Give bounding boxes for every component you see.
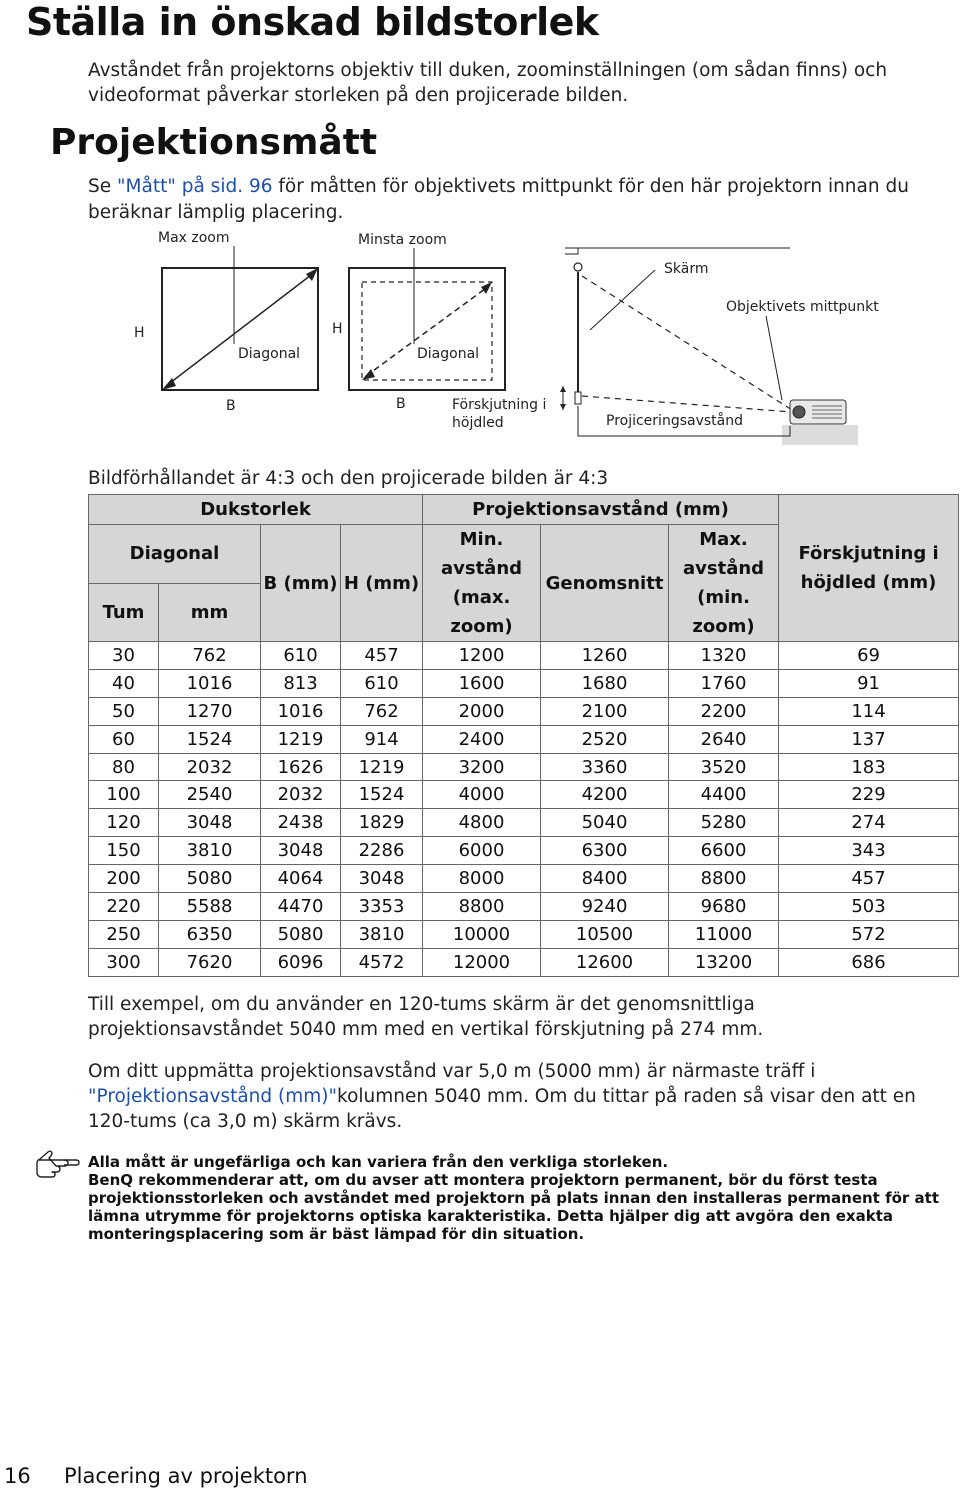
table-cell: 503 [779,893,959,921]
table-cell: 6096 [261,948,341,976]
table-cell: 7620 [159,948,261,976]
table-cell: 3200 [423,753,541,781]
diagonal-label-left: Diagonal [238,346,301,362]
table-cell: 762 [341,697,423,725]
pointing-hand-icon [34,1148,80,1178]
table-cell: 1524 [341,781,423,809]
table-row [89,837,959,865]
arrow-head [306,268,318,281]
height-label-right: H [332,321,343,337]
beam-lower [582,396,792,412]
table-cell: 6600 [669,837,779,865]
table-cell: 4470 [261,893,341,921]
table-cell: 2640 [669,725,779,753]
table-cell: 12000 [423,948,541,976]
header-diagonal: Diagonal [89,525,261,584]
table-row [89,948,959,976]
table-cell: 6000 [423,837,541,865]
table-cell: 2520 [541,725,669,753]
header-mm: mm [159,583,261,642]
reference-text-post: för måtten för objektivets mittpunkt för den här projektorn innan du beräknar lämplig placering. [88,176,909,223]
header-max-distance: Max. avstånd (min. zoom) [669,525,779,642]
table-cell: 1219 [261,725,341,753]
header-height: H (mm) [341,525,423,642]
table-cell: 6300 [541,837,669,865]
table-row [89,893,959,921]
table-cell: 4800 [423,809,541,837]
table-cell: 10000 [423,920,541,948]
note-line-2: BenQ rekommenderar att, om du avser att montera projektorn permanent, bör du först testa projektionsstorleken och avståndet med projektorn på plats innan den installeras permanent för att lämna utrymme för projektorns optiska karakteristika. Detta hjälper dig att avgöra den exakta monteringsplacering som är bäst lämpad för din situation. [88,1171,939,1243]
table-cell: 183 [779,753,959,781]
width-label-left: B [226,398,236,414]
projection-table [88,494,959,977]
table-cell: 8800 [423,893,541,921]
table-cell: 4000 [423,781,541,809]
width-label-right: B [396,396,406,412]
table-cell: 114 [779,697,959,725]
header-width: B (mm) [261,525,341,642]
header-average: Genomsnitt [541,525,669,642]
table-cell: 1320 [669,642,779,670]
table-cell: 3048 [261,837,341,865]
table-cell: 30 [89,642,159,670]
example-text-post: kolumnen 5040 mm. Om du tittar på raden så visar den att en 120-tums (ca 3,0 m) skärm krävs. [88,1086,916,1132]
table-cell: 40 [89,669,159,697]
table-cell: 100 [89,781,159,809]
header-min-distance: Min. avstånd (max. zoom) [423,525,541,642]
projection-diagram [0,220,960,470]
table-cell: 813 [261,669,341,697]
table-cell: 274 [779,809,959,837]
section-heading: Projektionsmått [50,122,378,163]
offset-label-line1: Förskjutning i [452,397,547,413]
table-cell: 8800 [669,865,779,893]
table-cell: 3810 [341,920,423,948]
table-cell: 120 [89,809,159,837]
table-cell: 50 [89,697,159,725]
table-cell: 2438 [261,809,341,837]
table-cell: 610 [341,669,423,697]
table-cell: 762 [159,642,261,670]
table-cell: 137 [779,725,959,753]
table-cell: 1016 [261,697,341,725]
screen-bottom [575,392,581,404]
table-cell: 4064 [261,865,341,893]
table-cell: 3353 [341,893,423,921]
table-cell: 2400 [423,725,541,753]
reference-paragraph [88,174,958,226]
table-cell: 250 [89,920,159,948]
table-cell: 1760 [669,669,779,697]
table-cell: 300 [89,948,159,976]
table-cell: 5280 [669,809,779,837]
example-paragraph-2 [88,1059,948,1134]
table-cell: 457 [779,865,959,893]
table-cell: 2286 [341,837,423,865]
table-cell: 1016 [159,669,261,697]
table-cell: 3048 [341,865,423,893]
table-cell: 1270 [159,697,261,725]
table-cell: 2032 [261,781,341,809]
table-row [89,642,959,670]
projector-table [782,425,858,445]
table-cell: 3048 [159,809,261,837]
reference-link[interactable]: "Mått" på sid. 96 [117,176,273,197]
table-cell: 1600 [423,669,541,697]
screen-label: Skärm [664,261,709,277]
table-cell: 60 [89,725,159,753]
table-cell: 200 [89,865,159,893]
table-cell: 572 [779,920,959,948]
min-zoom-diagonal [366,286,489,376]
table-cell: 1829 [341,809,423,837]
table-row [89,753,959,781]
table-row [89,865,959,893]
table-cell: 13200 [669,948,779,976]
table-cell: 91 [779,669,959,697]
reference-text-pre: Se [88,176,118,197]
table-cell: 11000 [669,920,779,948]
screen-top-mount [574,263,582,271]
table-cell: 5080 [261,920,341,948]
table-cell: 4400 [669,781,779,809]
table-cell: 2540 [159,781,261,809]
header-inches: Tum [89,583,159,642]
table-row [89,920,959,948]
table-cell: 4200 [541,781,669,809]
table-cell: 686 [779,948,959,976]
table-row [89,697,959,725]
header-projection-distance: Projektionsavstånd (mm) [423,495,779,525]
table-cell: 229 [779,781,959,809]
table-cell: 8000 [423,865,541,893]
diagonal-label-right: Diagonal [417,346,480,362]
table-cell: 220 [89,893,159,921]
min-zoom-label: Minsta zoom [358,232,447,248]
table-cell: 2032 [159,753,261,781]
page-title: Ställa in önskad bildstorlek [26,0,599,44]
table-cell: 150 [89,837,159,865]
table-cell: 80 [89,753,159,781]
table-cell: 457 [341,642,423,670]
projector-lens [793,406,805,418]
header-screen-size: Dukstorlek [89,495,423,525]
max-zoom-label: Max zoom [158,230,230,246]
table-cell: 4572 [341,948,423,976]
table-row [89,809,959,837]
offset-label-line2: höjdled [452,415,504,431]
lens-center-leader [766,316,782,400]
table-body [89,642,959,977]
table-cell: 610 [261,642,341,670]
aspect-ratio-text: Bildförhållandet är 4:3 och den projicerade bilden är 4:3 [88,468,609,489]
table-cell: 1524 [159,725,261,753]
table-cell: 9680 [669,893,779,921]
example-paragraph: Till exempel, om du använder en 120-tums skärm är det genomsnittliga projektionsavståndet 5040 mm med en vertikal förskjutning på 274 mm. [88,994,764,1040]
max-zoom-diagonal [166,272,315,386]
arrow-head [362,369,375,380]
arrow-head [560,386,566,392]
min-zoom-frame [349,268,505,390]
page-number: 16 [4,1464,31,1488]
table-cell: 9240 [541,893,669,921]
table-cell: 2200 [669,697,779,725]
table-cell: 343 [779,837,959,865]
note-block [88,1153,958,1243]
table-cell: 5040 [541,809,669,837]
beam-upper [582,276,792,410]
table-cell: 914 [341,725,423,753]
table-cell: 1626 [261,753,341,781]
table-cell: 12600 [541,948,669,976]
table-cell: 6350 [159,920,261,948]
table-row [89,781,959,809]
arrow-head [481,282,492,294]
table-cell: 3360 [541,753,669,781]
header-offset: Förskjutning i höjdled (mm) [779,495,959,642]
table-cell: 1260 [541,642,669,670]
screen-leader [590,270,655,330]
table-cell: 2100 [541,697,669,725]
example-text-pre: Om ditt uppmätta projektionsavstånd var 5,0 m (5000 mm) är närmaste träff i [88,1061,816,1082]
table-cell: 2000 [423,697,541,725]
table-cell: 1680 [541,669,669,697]
page-footer [0,1464,960,1494]
height-label-left: H [134,325,145,341]
table-cell: 10500 [541,920,669,948]
table-cell: 5080 [159,865,261,893]
intro-paragraph: Avståndet från projektorns objektiv till duken, zoominställningen (om sådan finns) och videoformat påverkar storleken på den projicerade bilden. [88,60,888,106]
footer-section-title: Placering av projektorn [64,1464,308,1488]
arrow-head [560,404,566,410]
table-row [89,669,959,697]
screen-support-line [565,248,578,254]
table-cell: 3520 [669,753,779,781]
distance-label: Projiceringsavstånd [606,413,743,429]
table-cell: 5588 [159,893,261,921]
table-cell: 8400 [541,865,669,893]
table-row [89,725,959,753]
table-column-link[interactable]: "Projektionsavstånd (mm)" [88,1086,338,1107]
table-cell: 69 [779,642,959,670]
lens-center-label: Objektivets mittpunkt [726,299,879,315]
note-line-1: Alla mått är ungefärliga och kan variera från den verkliga storleken. [88,1153,669,1171]
table-cell: 3810 [159,837,261,865]
table-cell: 1200 [423,642,541,670]
table-cell: 1219 [341,753,423,781]
